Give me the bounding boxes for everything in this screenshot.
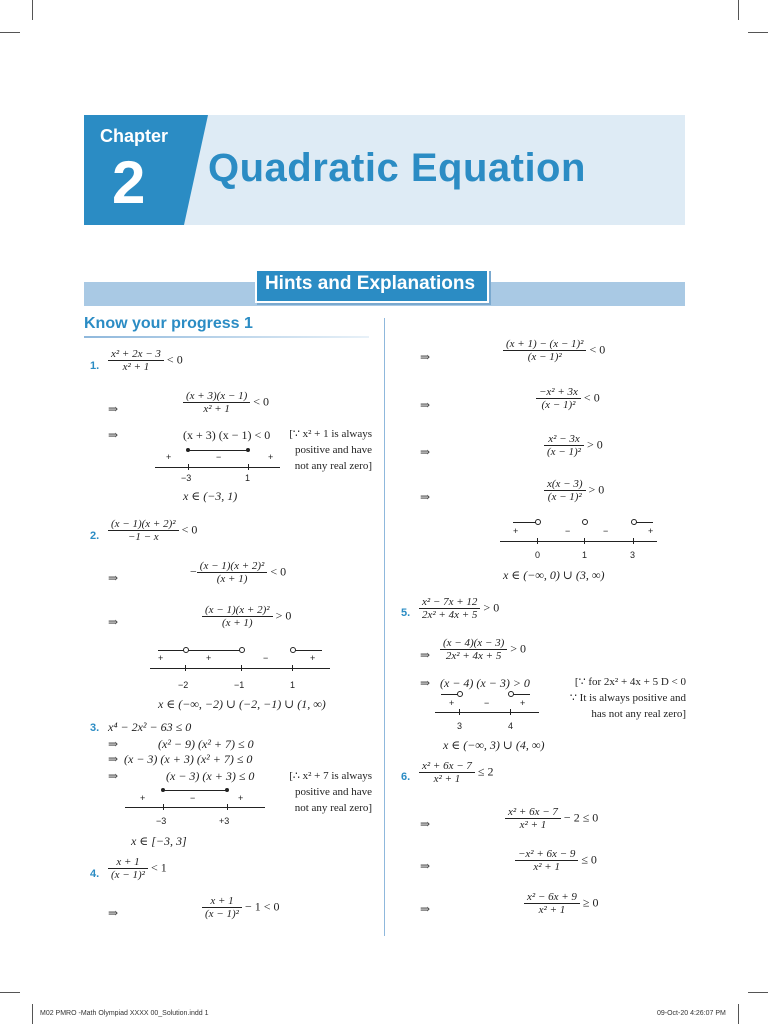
section-underline: [84, 336, 369, 338]
tick: [227, 804, 228, 810]
sign-label: +: [268, 452, 274, 462]
open-point: [183, 647, 189, 653]
implies-arrow: ⇒: [420, 859, 431, 873]
q6-line3: $\frac{\text{−x² + 6x − 9}}{\text{x² + 1}}$ ≤ 0: [515, 848, 597, 873]
q5-line2: $\frac{(x - 4)(x - 3)}{\text{2x² + 4x + 5}}$ > 0: [440, 637, 526, 662]
open-point: [290, 647, 296, 653]
tick: [584, 538, 585, 544]
implies-arrow: ⇒: [108, 428, 119, 442]
number-line: [435, 712, 539, 713]
r4-answer: x ∈ (−∞, 0) ∪ (3, ∞): [503, 568, 605, 582]
sign-label: +: [648, 526, 654, 536]
tick: [459, 709, 460, 715]
sign-label: +: [158, 653, 164, 663]
sign-label: −: [484, 698, 490, 708]
sign-label: +: [520, 698, 526, 708]
sign-label: +: [238, 793, 244, 803]
tick-label: −3: [181, 473, 192, 483]
crop-mark: [32, 0, 33, 20]
implies-arrow: ⇒: [420, 490, 431, 504]
implies-arrow: ⇒: [420, 676, 431, 690]
r4-line4: $\frac{x(x - 3)}{\text{(x − 1)²}}$ > 0: [544, 478, 604, 503]
r4-line3: $\frac{\text{x² − 3x}}{\text{(x − 1)²}}$ > 0: [544, 433, 603, 458]
q1-note: [∵ x² + 1 is always positive and have not any real zero]: [289, 428, 372, 472]
sign-label: −: [603, 526, 609, 536]
tick: [248, 464, 249, 470]
crop-mark: [738, 1004, 739, 1024]
q6-line1: $\frac{\text{x² + 6x − 7}}{\text{x² + 1}}$ ≤ 2: [419, 760, 494, 785]
q3-answer: x ∈ [−3, 3]: [131, 834, 187, 848]
tick-label: 1: [290, 680, 296, 690]
closed-point: [246, 448, 250, 452]
open-point: [239, 647, 245, 653]
q3-line2: (x² − 9) (x² + 7) ≤ 0: [158, 737, 254, 751]
interval-segment: [513, 522, 537, 523]
implies-arrow: ⇒: [420, 817, 431, 831]
hints-heading: Hints and Explanations: [264, 273, 476, 294]
open-point: [508, 691, 514, 697]
implies-arrow: ⇒: [420, 902, 431, 916]
q2-line3: $\frac{\text{(x − 1)(x + 2)²}}{(x + 1)}$ > 0: [202, 604, 291, 629]
q5-note: [∵ for 2x² + 4x + 5 D < 0 ∵ It is always positive and has not any real zero]: [569, 676, 686, 720]
tick-label: 4: [508, 721, 514, 731]
implies-arrow: ⇒: [108, 402, 119, 416]
crop-mark: [738, 0, 739, 20]
q3-line4: (x − 3) (x + 3) ≤ 0: [166, 769, 255, 783]
question-number: 2.: [90, 530, 100, 542]
q5-line1: $\frac{\text{x² − 7x + 12}}{\text{2x² + 4x + 5}}$ > 0: [419, 596, 499, 621]
crop-mark: [32, 1004, 33, 1024]
q1-line3: (x + 3) (x − 1) < 0: [183, 428, 271, 442]
crop-mark: [0, 32, 20, 33]
implies-arrow: ⇒: [420, 445, 431, 459]
q1-answer: x ∈ (−3, 1): [183, 489, 238, 503]
interval-segment: [188, 450, 248, 451]
implies-arrow: ⇒: [108, 752, 119, 766]
open-point: [457, 691, 463, 697]
crop-mark: [0, 992, 20, 993]
q6-line4: $\frac{\text{x² − 6x + 9}}{\text{x² + 1}}$ ≥ 0: [524, 891, 599, 916]
question-number: 3.: [90, 722, 100, 734]
question-number: 4.: [90, 868, 100, 880]
tick: [510, 709, 511, 715]
q6-line2: $\frac{\text{x² + 6x − 7}}{\text{x² + 1}}$ − 2 ≤ 0: [505, 806, 598, 831]
tick: [188, 464, 189, 470]
tick-label: +3: [219, 816, 230, 826]
crop-mark: [748, 992, 768, 993]
interval-segment: [512, 694, 530, 695]
closed-point: [161, 788, 165, 792]
tick-label: −2: [178, 680, 189, 690]
sign-label: +: [310, 653, 316, 663]
chapter-title: Quadratic Equation: [208, 146, 586, 190]
question-number: 1.: [90, 360, 100, 372]
crop-mark: [748, 32, 768, 33]
implies-arrow: ⇒: [108, 769, 119, 783]
closed-point: [225, 788, 229, 792]
section-heading: Know your progress 1: [84, 315, 253, 332]
interval-segment: [294, 650, 322, 651]
q3-line3: (x − 3) (x + 3) (x² + 7) ≤ 0: [124, 752, 253, 766]
interval-segment: [163, 790, 227, 791]
interval-segment: [158, 650, 242, 651]
tick: [163, 804, 164, 810]
interval-segment: [635, 522, 653, 523]
q1-line2: $\frac{(x + 3)(x - 1)}{\text{x² + 1}}$ < 0: [183, 390, 269, 415]
q4-line1: $\frac{x + 1}{\text{(x − 1)²}}$ < 1: [108, 856, 167, 881]
implies-arrow: ⇒: [108, 906, 119, 920]
tick: [241, 665, 242, 671]
tick-label: 1: [245, 473, 251, 483]
tick: [633, 538, 634, 544]
q3-line1: x⁴ − 2x² − 63 ≤ 0: [108, 720, 192, 734]
chapter-label: Chapter: [100, 126, 169, 146]
number-line: [125, 807, 265, 808]
r4-line1: $\frac{\text{(x + 1) − (x − 1)²}}{\text{(x − 1)²}}$ < 0: [503, 338, 605, 363]
open-point: [535, 519, 541, 525]
number-line: [155, 467, 280, 468]
footer-timestamp: 09-Oct-20 4:26:07 PM: [657, 1010, 726, 1017]
footer-filename: M02 PMRO -Math Olympiad XXXX 00_Solution.indd 1: [40, 1010, 209, 1017]
question-number: 6.: [401, 771, 411, 783]
q2-line1: $\frac{\text{(x − 1)(x + 2)²}}{-1 - x}$ < 0: [108, 518, 197, 543]
chapter-number: 2: [112, 149, 146, 216]
tick-label: 3: [630, 550, 636, 560]
sign-label: −: [565, 526, 571, 536]
tick: [185, 665, 186, 671]
implies-arrow: ⇒: [420, 350, 431, 364]
q5-line3: (x − 4) (x − 3) > 0: [440, 676, 530, 690]
tick: [292, 665, 293, 671]
implies-arrow: ⇒: [108, 571, 119, 585]
tick-label: 0: [535, 550, 541, 560]
closed-point: [186, 448, 190, 452]
sign-label: +: [449, 698, 455, 708]
q5-answer: x ∈ (−∞, 3) ∪ (4, ∞): [443, 738, 545, 752]
tick-label: 3: [457, 721, 463, 731]
column-divider: [384, 318, 385, 936]
sign-label: +: [140, 793, 146, 803]
implies-arrow: ⇒: [420, 648, 431, 662]
q3-note: [∴ x² + 7 is always positive and have not any real zero]: [289, 770, 372, 814]
open-point: [631, 519, 637, 525]
open-point: [582, 519, 588, 525]
q4-line2: $\frac{x + 1}{\text{(x − 1)²}}$ − 1 < 0: [202, 895, 279, 920]
tick-label: 1: [582, 550, 588, 560]
sign-label: −: [263, 653, 269, 663]
sign-label: −: [216, 452, 222, 462]
number-line: [150, 668, 330, 669]
q1-line1: $\frac{\text{x² + 2x − 3}}{\text{x² + 1}}$ < 0: [108, 348, 183, 373]
sign-label: −: [190, 793, 196, 803]
question-number: 5.: [401, 607, 411, 619]
q2-line2: − $\frac{\text{(x − 1)(x + 2)²}}{(x + 1)}$ < 0: [190, 560, 287, 585]
tick: [537, 538, 538, 544]
sign-label: +: [513, 526, 519, 536]
implies-arrow: ⇒: [108, 737, 119, 751]
q2-answer: x ∈ (−∞, −2) ∪ (−2, −1) ∪ (1, ∞): [158, 697, 326, 711]
implies-arrow: ⇒: [420, 398, 431, 412]
sign-label: +: [166, 452, 172, 462]
sign-label: +: [206, 653, 212, 663]
tick-label: −1: [234, 680, 245, 690]
r4-line2: $\frac{\text{−x² + 3x}}{\text{(x − 1)²}}$ < 0: [536, 386, 600, 411]
implies-arrow: ⇒: [108, 615, 119, 629]
tick-label: −3: [156, 816, 167, 826]
